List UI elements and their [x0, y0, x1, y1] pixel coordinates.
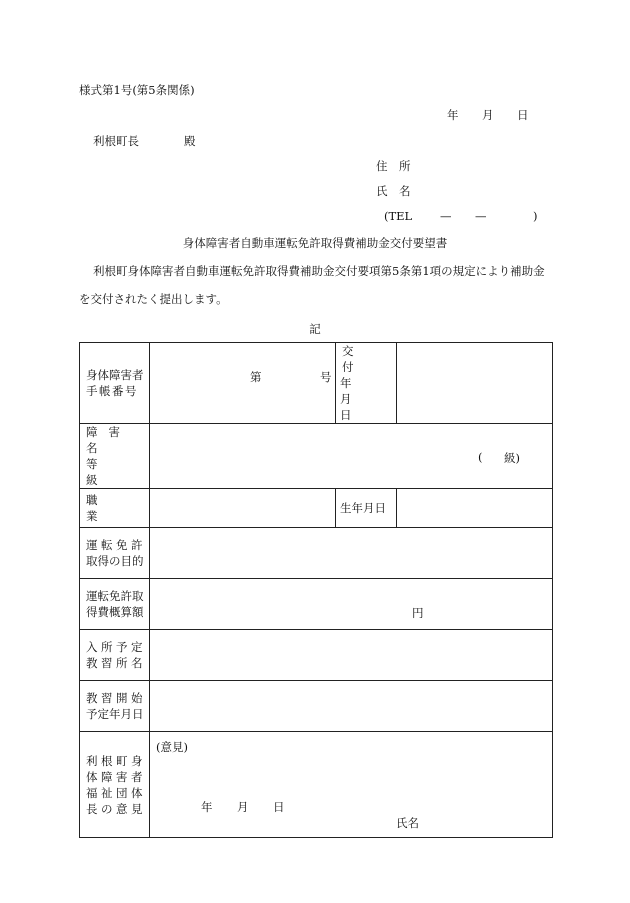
address-label: 住 所 — [376, 159, 411, 173]
label-start-date — [80, 681, 150, 732]
body-line-2: を交付されたく提出します。 — [79, 292, 228, 306]
label-line: 教習所名 — [86, 656, 146, 670]
signature-name-label: 氏名 — [396, 816, 419, 830]
label-license-purpose — [80, 528, 150, 579]
label-line: 等級 — [86, 457, 130, 487]
label-line: 手帳番号 — [86, 384, 138, 398]
license-purpose-field[interactable] — [150, 528, 553, 579]
start-date-field[interactable] — [150, 681, 553, 732]
document-title: 身体障害者自動車運転免許取得費補助金交付要望書 — [182, 236, 448, 250]
dai-label: 第 — [250, 370, 262, 384]
label-char: 年 — [340, 376, 352, 390]
label-line: 運転免許取 — [86, 589, 144, 603]
ki-mark: 記 — [309, 322, 321, 336]
school-name-field[interactable] — [150, 630, 553, 681]
label-occupation — [80, 489, 150, 528]
body-line-1: 利根町身体障害者自動車運転免許取得費補助金交付要項第5条第1項の規定により補助金 — [93, 264, 545, 278]
row-disability-grade — [80, 424, 553, 489]
tel-close: ) — [533, 209, 538, 223]
row-license-purpose — [80, 528, 553, 579]
label-line: 職業 — [86, 493, 130, 523]
yen-label: 円 — [412, 606, 424, 620]
label-line: 生年月日 — [340, 501, 386, 515]
label-char: 日 — [340, 408, 352, 422]
opinion-day-label: 日 — [273, 800, 285, 814]
label-line: 教習開始 — [86, 691, 146, 705]
disability-grade-field[interactable] — [150, 424, 553, 489]
row-estimated-cost — [80, 579, 553, 630]
label-issue-date — [336, 343, 397, 424]
label-handbook-number — [80, 343, 150, 424]
label-line: 体障害者 — [86, 769, 146, 784]
row-welfare-opinion — [80, 732, 553, 838]
label-char: 付 — [342, 360, 354, 374]
birth-date-field[interactable] — [397, 489, 553, 528]
tel-label: (TEL — [384, 209, 413, 223]
label-school-name — [80, 630, 150, 681]
label-line: 入所予定 — [86, 640, 146, 654]
label-welfare-opinion — [80, 732, 150, 838]
date-day-label: 日 — [517, 108, 529, 122]
row-start-date — [80, 681, 553, 732]
welfare-opinion-field[interactable] — [150, 732, 553, 838]
label-line: 障害名 — [86, 425, 131, 455]
label-line: 予定年月日 — [86, 707, 144, 721]
tel-dash-2: — — [475, 209, 487, 223]
go-label: 号 — [320, 370, 332, 384]
estimated-cost-field[interactable] — [150, 579, 553, 630]
label-line: 身体障害者 — [86, 368, 144, 382]
label-char: 交 — [342, 344, 354, 358]
issue-date-field[interactable] — [397, 343, 553, 424]
handbook-number-field[interactable] — [150, 343, 336, 424]
label-char: 月 — [340, 392, 352, 406]
label-line: 福祉団体 — [86, 785, 146, 800]
row-school-name — [80, 630, 553, 681]
label-disability-grade — [80, 424, 150, 489]
opinion-month-label: 月 — [237, 800, 249, 814]
honorific: 殿 — [184, 134, 196, 148]
label-line: 取得の目的 — [86, 554, 144, 568]
form-number: 様式第1号(第5条関係) — [79, 83, 195, 97]
label-line: 利根町身 — [86, 753, 146, 768]
label-birth-date — [336, 489, 397, 528]
occupation-field[interactable] — [150, 489, 336, 528]
opinion-year-label: 年 — [201, 800, 213, 814]
label-line: 運転免許 — [86, 538, 146, 552]
row-handbook-number — [80, 343, 553, 424]
opinion-label: (意見) — [156, 740, 188, 754]
addressee: 利根町長 — [93, 134, 139, 148]
label-line: 長の意見 — [86, 801, 146, 816]
grade-open-paren: ( — [478, 450, 483, 464]
application-table — [79, 342, 553, 838]
row-occupation — [80, 489, 553, 528]
tel-dash-1: — — [440, 209, 452, 223]
date-year-label: 年 — [447, 108, 459, 122]
grade-label: 級) — [504, 451, 520, 465]
label-estimated-cost — [80, 579, 150, 630]
date-month-label: 月 — [482, 108, 494, 122]
label-line: 得費概算額 — [86, 605, 144, 619]
name-label: 氏 名 — [376, 184, 411, 198]
